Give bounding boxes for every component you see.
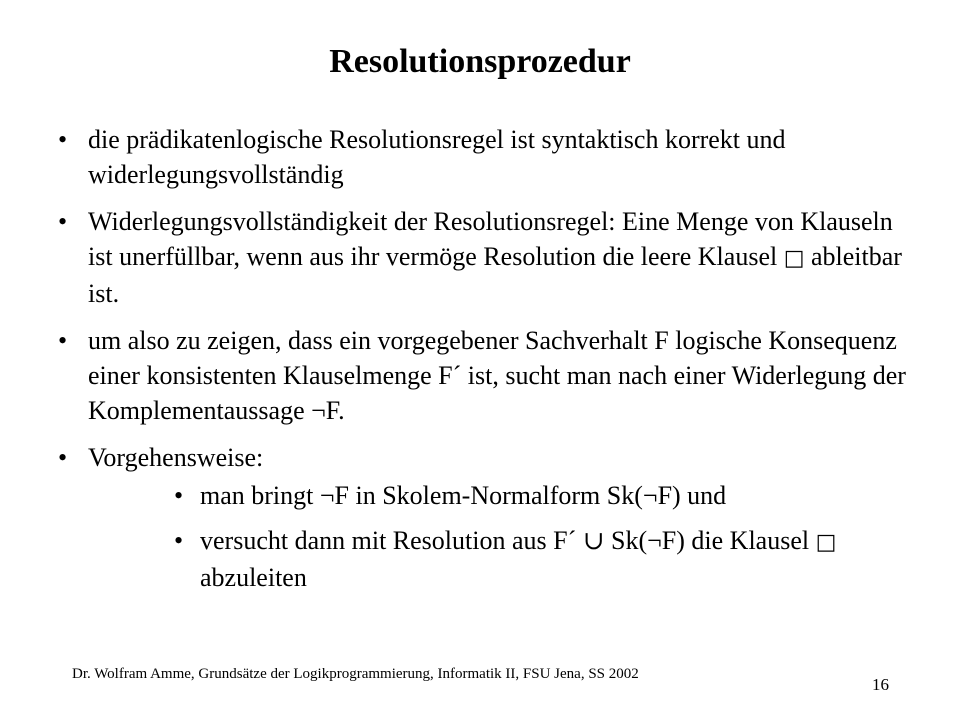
sub-bullet-list: [88, 478, 918, 595]
bullet-text: ableitbar ist.: [88, 242, 902, 308]
bullet-item: [58, 122, 918, 192]
sub-bullet-item: [88, 523, 918, 595]
bullet-text: die prädikatenlogische Resolutionsregel ist syntaktisch korrekt und widerlegungsvollständig: [88, 125, 786, 189]
bullet-item: [58, 440, 918, 595]
bullet-icon: •: [58, 125, 68, 154]
bullet-text: Widerlegungsvollständigkeit der Resolutionsregel: Eine Menge von Klauseln ist unerfüllbar, wenn aus ihr vermöge Resolution die leere Klausel: [88, 207, 893, 271]
slide-footer: Dr. Wolfram Amme, Grundsätze der Logikprogrammierung, Informatik II, FSU Jena, SS 2002: [72, 666, 639, 682]
sub-bullet-item: [88, 478, 918, 513]
empty-clause-icon: □: [815, 530, 837, 555]
bullet-icon: •: [174, 526, 184, 555]
sub-bullet-text: man bringt ¬F in Skolem-Normalform Sk(¬F) und: [200, 481, 727, 510]
sub-bullet-text: abzuleiten: [200, 563, 307, 592]
bullet-icon: •: [58, 443, 68, 472]
sub-bullet-text: versucht dann mit Resolution aus F´ ∪ Sk(¬F) die Klausel: [200, 526, 810, 555]
bullet-item: [58, 323, 918, 428]
bullet-icon: •: [174, 481, 184, 510]
bullet-list: [58, 122, 918, 607]
bullet-text: um also zu zeigen, dass ein vorgegebener Sachverhalt F logische Konsequenz einer konsistenten Klauselmenge F´ ist, sucht man nach einer Widerlegung der Komplementaussage ¬F.: [88, 326, 906, 425]
empty-clause-icon: □: [783, 246, 805, 271]
slide-title: Resolutionsprozedur: [329, 43, 631, 80]
page-number: 16: [872, 675, 889, 694]
bullet-icon: •: [58, 207, 68, 236]
bullet-text: Vorgehensweise:: [88, 443, 264, 472]
bullet-icon: •: [58, 326, 68, 355]
bullet-item: [58, 204, 918, 311]
